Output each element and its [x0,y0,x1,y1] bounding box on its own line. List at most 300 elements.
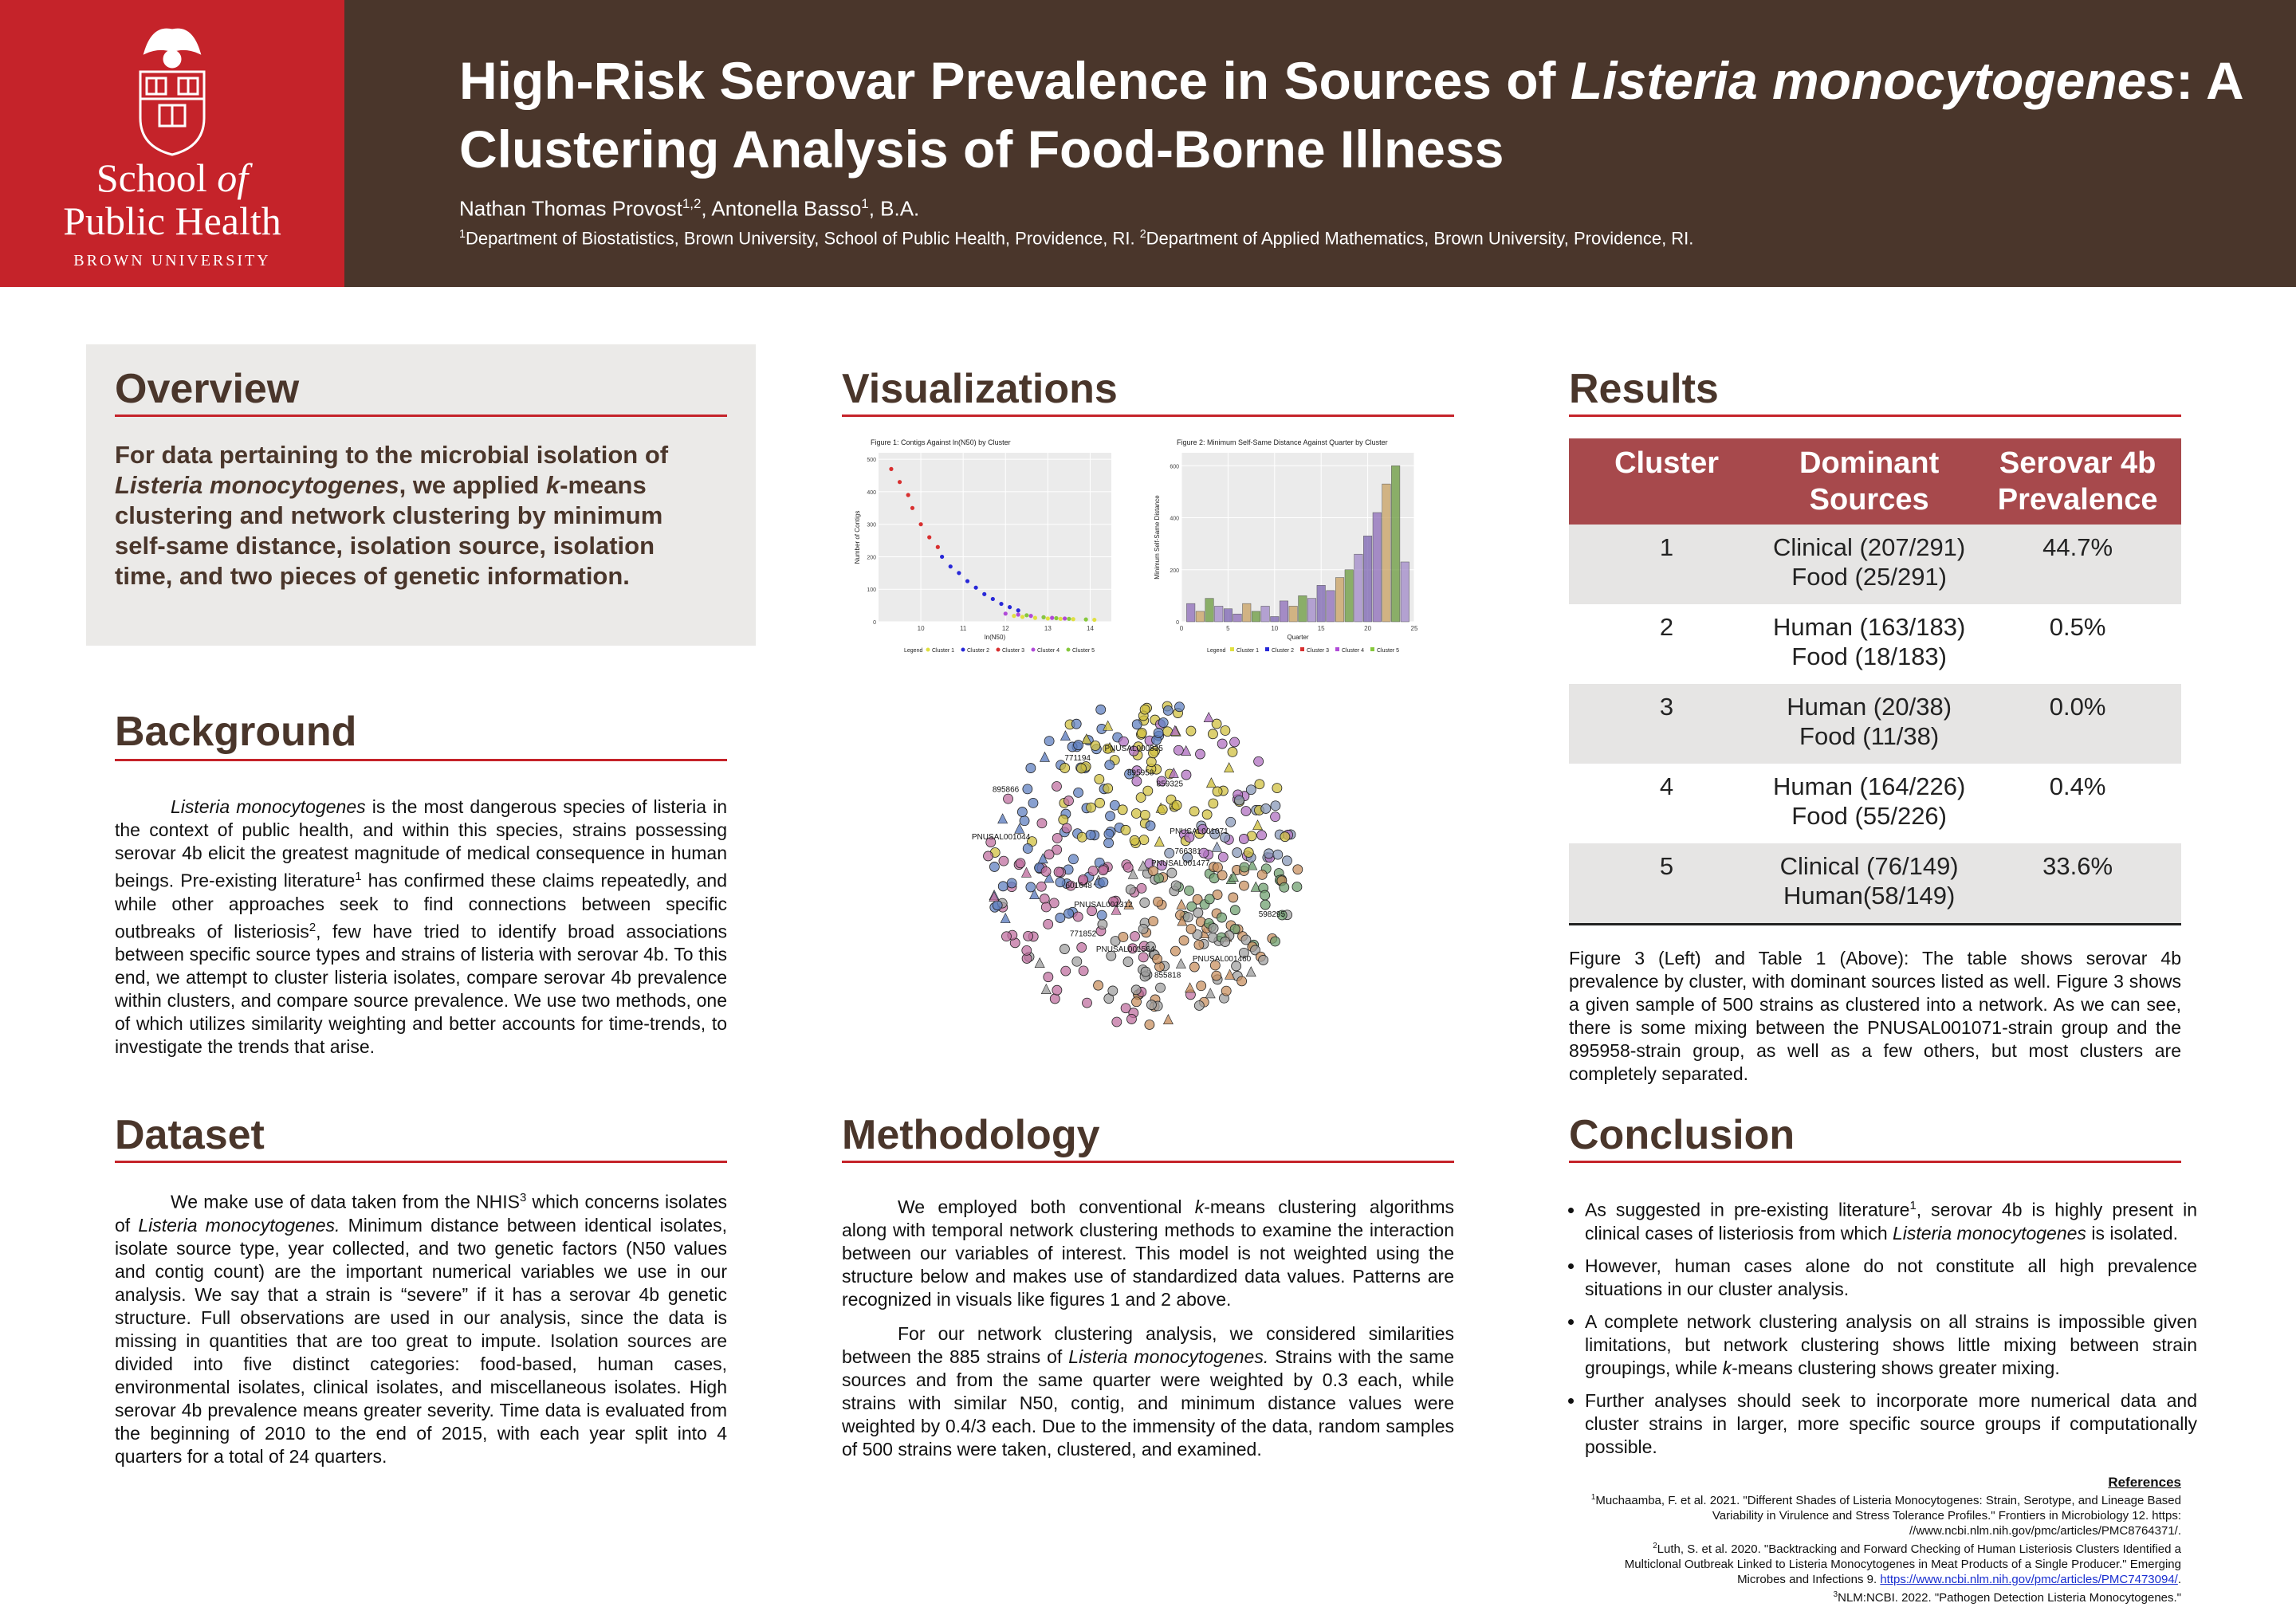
fig2-legend-swatch [1370,647,1374,651]
network-node [1217,870,1227,880]
header-cluster: Cluster [1569,438,1764,525]
fig1-point [974,586,978,590]
network-node [1221,986,1231,996]
fig1-xlabel: ln(N50) [984,634,1006,641]
network-node [1181,770,1191,780]
network-node [1230,737,1240,747]
network-node [1158,717,1168,727]
fig2-bar [1345,570,1354,622]
conclusion-list [1569,1194,2197,1468]
network-node [1095,774,1104,784]
fig1-point [1059,617,1063,621]
fig1-point [927,535,931,539]
network-node [1280,882,1289,892]
network-node [1044,850,1054,859]
network-node [1026,882,1036,892]
network-node [1074,788,1083,797]
network-node-label: PNUSAL001477 [1151,859,1210,868]
fig1-point [949,564,953,568]
conclusion-title: Conclusion [1569,1112,1795,1158]
fig2-x-tick: 5 [1226,625,1230,632]
network-node [1132,720,1142,729]
network-node [1140,898,1150,907]
network-node [1170,946,1180,956]
fig1-legend-item: Cluster 5 [1072,648,1095,654]
visualizations-rule [842,415,1454,417]
fig2-bar [1280,601,1288,622]
network-node [1293,865,1303,874]
network-node [1082,998,1091,1008]
network-node [1087,803,1096,812]
network-node [1098,920,1107,929]
network-node [1071,719,1081,729]
fig2-bar [1317,585,1326,622]
network-node [1060,731,1070,741]
reference-2: $^2$Luth, S. et al. 2020. "Backtracking and Forward Checking of Human Listeriosis Clusters Identified a Multiclonal Outbreak Linked to Listeria Monocytogenes in Meat Products of a Single Producer." Emerging Microbes and Infections 9. https://www.ncbi.nlm.nih.gov/pmc/articles/PMC7473094/. [1624,1542,2181,1586]
network-node [1272,784,1282,793]
fig1-point [1012,614,1016,618]
fig2-x-tick: 0 [1179,625,1184,632]
fig2-x-tick: 10 [1271,625,1279,632]
network-node [1154,837,1164,847]
network-node [1255,780,1264,789]
network-node [1056,913,1065,922]
cell-prevalence: 44.7% [1974,525,2181,604]
network-node [1163,705,1173,715]
reference-3: $^3$NLM:NCBI. 2022. "Pathogen Detection Listeria Monocytogenes." [1833,1590,2181,1605]
network-node [1052,781,1061,791]
network-node [1292,882,1302,892]
network-node [1073,912,1083,921]
network-node [1244,847,1253,857]
results-header-row [1569,438,2181,525]
network-node [1202,810,1212,819]
fig2-y-tick: 200 [1170,568,1179,574]
reference-2-link[interactable]: https://www.ncbi.nlm.nih.gov/pmc/articles/PMC7473094/ [1880,1573,2178,1586]
network-node [1021,867,1031,877]
fig1-point [898,480,902,484]
network-node [1174,702,1184,712]
fig1-point [1046,616,1050,620]
fig1-legend-label: Legend [904,648,923,654]
network-node-label: 895866 [992,785,1020,795]
network-node-label: 766381 [1174,847,1201,856]
cell-sources: Human (20/38) Food (11/38) [1764,684,1974,764]
network-node [1271,801,1280,811]
fig2-bar [1186,603,1195,622]
network-node [1024,931,1033,941]
network-node [1041,902,1051,912]
network-node [1237,976,1247,986]
table-row [1569,764,2181,843]
fig2-legend-swatch [1300,647,1304,651]
brown-crest-icon [129,22,215,158]
dataset-rule [115,1161,727,1163]
network-node [1253,820,1263,830]
network-node [1126,885,1135,894]
network-node-label: 601648 [1065,881,1092,890]
network-node-label: PNUSAL001460 [1192,954,1252,964]
fig2-legend-item: Cluster 4 [1342,648,1365,654]
network-node [1217,913,1227,922]
network-node-label: PNUSAL001071 [1170,827,1229,836]
network-node [1204,713,1213,722]
fig1-point [982,592,986,596]
fig1-point [965,579,969,583]
network-node [1004,794,1013,804]
network-node [1140,705,1150,714]
cell-cluster: 2 [1659,613,1674,641]
fig2-legend-item: Cluster 1 [1236,648,1260,654]
network-node [1195,749,1205,759]
visualizations-title: Visualizations [842,366,1118,412]
fig1-point [1016,612,1020,616]
network-node [1103,784,1113,793]
network-node [1206,778,1216,788]
network-node [1001,914,1010,923]
network-node [1273,850,1283,859]
network-node [1097,910,1107,920]
network-node [1158,805,1167,815]
fig1-point [889,467,893,471]
fig1-point [936,545,940,549]
figure-2-histogram [1150,437,1429,657]
title-banner [344,0,2296,287]
network-node [1145,1020,1154,1029]
network-node [1096,705,1106,714]
figure-1-scatter [851,437,1122,657]
network-node [1126,1014,1136,1024]
network-node [1177,899,1186,909]
cell-prevalence: 0.0% [1974,684,2181,764]
poster-title: High-Risk Serovar Prevalence in Sources of Listeria monocytogenes: A Clustering Analysis of Food-Borne Illness [459,51,2243,179]
network-node [1261,804,1271,813]
fig1-point [1041,615,1045,619]
network-node [1260,890,1270,900]
network-node [984,851,993,861]
fig1-legend-swatch [997,648,1001,652]
network-node [1028,798,1038,807]
network-node [1095,798,1105,807]
network-node [1040,894,1049,904]
fig2-y-tick: 400 [1170,516,1179,522]
network-node [1194,1000,1204,1010]
network-node [1230,906,1240,915]
network-node [1208,729,1217,739]
network-node [1259,955,1268,965]
network-node [1036,882,1046,891]
logo-line-1: School of [96,155,249,200]
network-node [1044,972,1053,982]
network-node [1026,764,1036,773]
fig2-legend-item: Cluster 5 [1377,648,1400,654]
network-node [1061,966,1071,976]
network-node [1017,807,1027,817]
network-node [1077,832,1087,842]
overview-rule [115,415,727,417]
network-node [1138,924,1148,933]
dataset-title: Dataset [115,1112,265,1158]
network-node [1208,933,1217,942]
network-node [1239,881,1248,890]
cell-sources: Clinical (76/149) Human(58/149) [1764,843,1974,925]
fig1-point [918,522,922,526]
network-node [1280,832,1290,842]
references [1539,1475,2181,1605]
network-node [1130,932,1140,941]
network-node [1136,793,1146,803]
fig2-ylabel: Minimum Self-Same Distance [1154,495,1161,580]
network-node [1225,763,1234,772]
fig1-point [1063,616,1067,620]
network-node [1146,757,1156,767]
network-node [1233,848,1242,858]
fig1-point [906,493,910,497]
network-node [1052,985,1062,995]
fig1-legend-swatch [961,648,965,652]
overview-text: For data pertaining to the microbial isolation of Listeria monocytogenes, we applied k-means clustering and network clustering by minimum self-same distance, isolation source, isolation time, and two pieces of genetic information. [115,441,669,590]
results-rule [1569,415,2181,417]
network-node [1037,819,1047,828]
fig1-point [1054,616,1058,620]
network-node [1221,726,1230,736]
logo-line-3: BROWN UNIVERSITY [73,252,271,269]
header-dominant-sources: Dominant Sources [1764,438,1974,525]
network-node [1217,739,1227,748]
network-node [1007,878,1016,888]
network-node [1176,959,1185,969]
network-node [1264,849,1274,859]
network-node [1062,823,1071,833]
cell-cluster: 3 [1569,684,1764,764]
fig1-legend-swatch [926,648,930,652]
network-node [1205,988,1215,998]
network-node [1205,894,1214,904]
network-node [1257,870,1267,879]
network-node [1044,737,1054,746]
results-caption: Figure 3 (Left) and Table 1 (Above): The table shows serovar 4b prevalence by cluster, with dominant sources listed as well. Figure 3 shows a given sample of 500 strains as clustered into a network. As we can see, there is some mixing between the PNUSAL001071-strain group and the 895958-strain group, as well as a few others, but most clusters are completely separated. [1569,948,2181,1084]
network-node [1106,811,1115,821]
fig1-y-tick: 300 [867,522,876,528]
network-node [1099,878,1108,887]
network-node-label: 771194 [1064,753,1091,763]
network-node [1212,971,1221,980]
fig2-bar [1233,614,1242,622]
fig2-legend-swatch [1230,647,1234,651]
network-node [1041,984,1051,994]
network-node [1064,909,1074,918]
fig1-y-tick: 500 [867,458,876,464]
network-node [1241,806,1251,815]
cell-cluster: 4 [1659,772,1674,800]
network-node [1197,981,1206,991]
fig1-point [1050,616,1054,620]
fig1-y-tick: 100 [867,587,876,594]
conclusion-rule [1569,1161,2181,1163]
network-node [1146,821,1155,831]
methodology-title: Methodology [842,1112,1100,1158]
fig1-point [1024,613,1028,617]
network-node [1226,817,1236,827]
network-node [1123,957,1133,967]
fig2-bar [1299,595,1307,622]
network-node [1193,908,1203,917]
fig1-y-tick: 200 [867,555,876,561]
fig2-bar [1261,606,1270,622]
fig1-point [1084,618,1088,622]
cell-sources: Human (163/183) Food (18/183) [1773,613,1966,670]
network-node [1077,764,1087,773]
table-row [1569,843,2181,925]
network-node [1154,874,1164,883]
cell-prevalence: 0.5% [2049,613,2106,641]
network-node [1209,924,1218,933]
network-node [1121,825,1130,835]
network-node [1254,756,1264,766]
fig1-legend-item: Cluster 1 [932,648,955,654]
fig1-plot-area [879,453,1111,622]
network-node [1212,719,1221,729]
fig1-legend-swatch [1067,648,1071,652]
network-node-label: 859325 [1156,780,1184,789]
fig1-point [991,597,995,601]
network-node [999,856,1008,866]
network-node [1108,986,1118,996]
network-node [998,882,1008,891]
fig2-bar [1205,599,1214,622]
fig1-legend-swatch [1032,648,1036,652]
fig1-point [1016,608,1020,612]
fig1-point [1071,617,1075,621]
fig1-point [999,602,1003,606]
fig2-bar [1224,609,1233,622]
network-node [1218,852,1228,862]
network-node [1132,776,1142,786]
network-node [1132,997,1142,1007]
fig1-title: Figure 1: Contigs Against ln(N50) by Cluster [871,438,1011,446]
fig1-point [957,571,961,575]
network-node [1153,954,1162,964]
fig1-point [1020,615,1024,619]
network-node [1154,728,1163,737]
network-node [1072,957,1082,966]
network-node [1213,787,1222,796]
fig1-x-tick: 12 [1001,625,1009,632]
network-node [1088,866,1098,876]
fig2-bar [1307,599,1316,622]
network-node [1246,967,1256,976]
fig2-y-tick: 0 [1176,620,1179,626]
fig2-bar [1214,606,1223,622]
network-node [1185,983,1195,992]
network-node [1229,893,1238,902]
network-node [1074,741,1083,750]
network-node-label: 771852 [1069,929,1097,939]
network-node [1086,830,1095,839]
network-node-label: PNUSAL001564 [1095,945,1155,955]
network-node [1119,932,1128,941]
network-node [998,814,1008,823]
fig1-y-tick: 0 [873,620,876,626]
fig2-x-tick: 25 [1410,625,1418,632]
network-node [1040,752,1049,761]
fig2-bar [1354,554,1363,622]
network-node [1163,1015,1173,1024]
school-logo [0,0,344,287]
fig2-legend-item: Cluster 3 [1307,648,1330,654]
network-node [1156,983,1166,992]
fig1-point [1033,616,1037,620]
network-node-label: 598295 [1258,910,1286,919]
network-node [1165,848,1174,858]
fig2-legend-swatch [1265,647,1269,651]
network-node [1186,925,1196,934]
network-node-label: PNUSAL001044 [971,833,1031,843]
network-node [1140,810,1150,819]
methodology-rule [842,1161,1454,1163]
fig1-x-tick: 10 [917,625,925,632]
logo-line-2: Public Health [63,198,281,243]
network-node-label: 895958 [1126,768,1154,778]
network-node [1271,812,1280,822]
network-node [1131,809,1141,819]
network-node [1146,1000,1156,1010]
fig1-point [1092,618,1096,622]
network-node [1257,831,1267,840]
network-node [1035,958,1044,968]
table-row [1569,604,2181,684]
cell-sources: Clinical (207/291) Food (25/291) [1764,525,1974,604]
cell-sources: Human (164/226) Food (55/226) [1773,772,1966,830]
network-node [1060,945,1069,954]
network-node [1174,745,1183,755]
results-title: Results [1569,366,1719,412]
fig1-legend-item: Cluster 2 [967,648,990,654]
network-node [1137,729,1146,738]
fig2-legend-item: Cluster 2 [1272,648,1295,654]
network-node [1059,815,1068,824]
network-node [1077,943,1087,953]
network-node [1186,726,1196,736]
list-item: • However, human cases alone do not constitute all high prevalence situations in our cluster analysis. [1585,1255,2197,1301]
fig2-bar [1373,513,1382,622]
fig1-legend-item: Cluster 3 [1002,648,1025,654]
affiliation-line: $^1$Department of Biostatistics, Brown University, School of Public Health, Providence, RI. $^2$Department of Applied Mathematics, Brown University, Providence, RI. [459,228,1694,249]
fig2-legend-swatch [1335,647,1339,651]
background-text: Listeria monocytogenes is the most dangerous species of listeria in the context of public health, and within this species, strains possessing serovar 4b elicit the greatest magnitude of medical consequence in human beings. Pre-existing literature$^1$ has confirmed these claims repeatedly, and while other approaches seek to find connections between specific outbreaks of listeriosis$^2$, few have tried to identify broad associations between specific source types and strains of listeria with serovar 4b. To this end, we attempt to cluster listeria isolates, compare serovar 4b prevalence within clusters, and compare source prevalence. We use two methods, one of which utilizes similarity weighting and better accounts for time-trends, to investigate the trends that arise. [115,796,728,1058]
fig1-y-tick: 400 [867,489,876,496]
background-title: Background [115,709,357,755]
fig1-point [1004,611,1008,615]
network-node [989,862,999,871]
fig1-x-tick: 13 [1044,625,1052,632]
fig2-bar [1271,616,1280,622]
fig1-point [1067,617,1071,621]
results-table [1569,438,2181,925]
network-node-label: PNUSAL000835 [1104,745,1163,754]
fig1-ylabel: Number of Contigs [854,510,861,564]
network-node [1016,859,1025,868]
network-node [1271,937,1280,946]
cell-cluster: 1 [1569,525,1764,604]
network-node [1094,980,1103,990]
fig2-legend-label: Legend [1207,648,1226,654]
fig2-bar [1252,611,1260,622]
fig1-x-tick: 11 [960,625,967,632]
reference-1: $^1$Muchaamba, F. et al. 2021. "Different Shades of Listeria Monocytogenes: Strain, Serotype, and Lineage Based Variability in Virulence and Stress Tolerance Profiles." Frontiers in Microbiology 12. https: //www.ncbi.nlm.nih.gov/pmc/articles/PMC8764371/. [1590,1493,2181,1538]
network-node [1104,839,1114,848]
fig2-x-tick: 20 [1364,625,1372,632]
